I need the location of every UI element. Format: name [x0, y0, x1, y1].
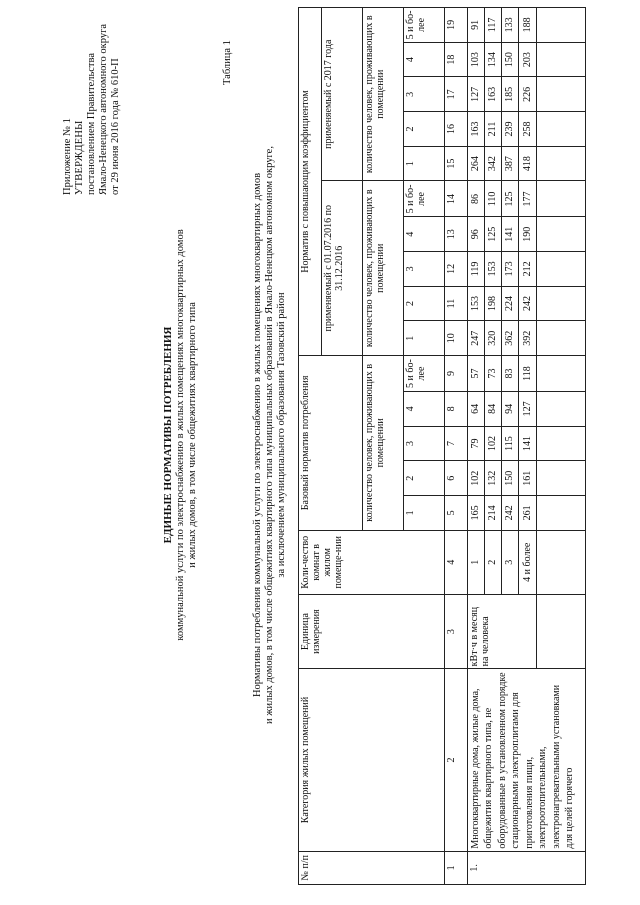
column-number: 2 [444, 669, 467, 851]
approval-line: постановлением Правительства [86, 52, 97, 195]
approval-block [62, 5, 122, 195]
value-cell: 185 [501, 77, 518, 112]
value-cell: 150 [501, 461, 518, 496]
column-number: 17 [444, 77, 467, 112]
value-cell: 418 [518, 146, 536, 181]
value-cell: 117 [484, 8, 501, 43]
column-number: 9 [444, 356, 467, 392]
value-cell: 387 [501, 146, 518, 181]
value-cell: 73 [484, 356, 501, 392]
value-cell: 125 [484, 217, 501, 252]
value-cell: 115 [501, 426, 518, 461]
value-cell: 96 [467, 217, 484, 252]
value-cell: 94 [501, 392, 518, 427]
people-count-header: 5 и бо-лее [403, 181, 444, 217]
header-increased-norm: Норматив с повышающим коэффициентом [299, 8, 322, 356]
value-cell: 173 [501, 252, 518, 287]
value-cell: 79 [467, 426, 484, 461]
value-cell: 102 [484, 426, 501, 461]
column-number: 7 [444, 426, 467, 461]
empty-cell [536, 112, 585, 147]
people-count-header: 3 [403, 252, 444, 287]
value-cell: 119 [467, 252, 484, 287]
intro-line: за исключением муниципального образования Тазовский район [276, 292, 287, 578]
empty-cell [536, 530, 585, 594]
header-base-norm: Базовый норматив потребления [299, 356, 363, 531]
empty-cell [536, 426, 585, 461]
value-cell: 362 [501, 321, 518, 356]
document-title: ЕДИНЫЕ НОРМАТИВЫ ПОТРЕБЛЕНИЯ [162, 326, 174, 544]
header-unit: Единица измерения [299, 594, 445, 668]
rooms-cell: 4 и более [518, 530, 536, 594]
people-count-header: 4 [403, 392, 444, 427]
value-cell: 102 [467, 461, 484, 496]
value-cell: 110 [484, 181, 501, 217]
value-cell: 163 [467, 112, 484, 147]
empty-cell [536, 181, 585, 217]
empty-cell [536, 146, 585, 181]
column-number: 11 [444, 286, 467, 321]
column-number: 13 [444, 217, 467, 252]
column-number: 8 [444, 392, 467, 427]
value-cell: 190 [518, 217, 536, 252]
value-cell: 261 [518, 496, 536, 531]
intro-line: и жилых домов, в том числе общежитиях квартирного типа муниципальных образований в Ямало-Ненецком автономном округе, [264, 146, 275, 724]
value-cell: 177 [518, 181, 536, 217]
column-number: 5 [444, 496, 467, 531]
intro-line: Нормативы потребления коммунальной услуги по электроснабжению в жилых помещениях многоквартирных домов [252, 172, 263, 698]
rooms-cell: 3 [501, 530, 518, 594]
value-cell: 91 [467, 8, 484, 43]
subtitle-line: коммунальной услуги по электроснабжению в жилых помещениях многоквартирных домов [175, 229, 186, 641]
value-cell: 188 [518, 8, 536, 43]
empty-cell [536, 217, 585, 252]
value-cell: 118 [518, 356, 536, 392]
value-cell: 125 [501, 181, 518, 217]
approval-line: от 29 июня 2016 года № 610-П [110, 58, 121, 195]
people-count-header: 2 [403, 461, 444, 496]
table-row [467, 8, 484, 885]
value-cell: 83 [501, 356, 518, 392]
people-count-header: 5 и бо-лее [403, 8, 444, 43]
column-number: 14 [444, 181, 467, 217]
empty-cell [536, 321, 585, 356]
value-cell: 127 [467, 77, 484, 112]
rooms-cell: 1 [467, 530, 484, 594]
value-cell: 161 [518, 461, 536, 496]
header-people-2017: количество человек, проживающих в помещении [362, 8, 403, 181]
value-cell: 242 [518, 286, 536, 321]
column-number-row [444, 8, 467, 885]
value-cell: 198 [484, 286, 501, 321]
table-label: Таблица 1 [222, 40, 233, 85]
column-number: 4 [444, 530, 467, 594]
rooms-cell: 2 [484, 530, 501, 594]
empty-cell [536, 42, 585, 77]
value-cell: 239 [501, 112, 518, 147]
value-cell: 163 [484, 77, 501, 112]
column-number: 3 [444, 594, 467, 668]
column-number: 12 [444, 252, 467, 287]
value-cell: 320 [484, 321, 501, 356]
people-count-header: 1 [403, 321, 444, 356]
column-number: 1 [444, 851, 467, 884]
value-cell: 212 [518, 252, 536, 287]
value-cell: 153 [484, 252, 501, 287]
value-cell: 132 [484, 461, 501, 496]
people-count-header: 3 [403, 77, 444, 112]
value-cell: 64 [467, 392, 484, 427]
column-number: 19 [444, 8, 467, 43]
header-people-base: количество человек, проживающих в помещении [362, 356, 403, 531]
approval-line: Ямало-Ненецкого автономного округа [98, 23, 109, 195]
value-cell: 247 [467, 321, 484, 356]
value-cell: 203 [518, 42, 536, 77]
people-count-header: 2 [403, 112, 444, 147]
column-number: 16 [444, 112, 467, 147]
people-count-header: 1 [403, 146, 444, 181]
people-count-header: 3 [403, 426, 444, 461]
approval-line: Приложение № 1 [62, 118, 73, 195]
value-cell: 134 [484, 42, 501, 77]
empty-cell [536, 461, 585, 496]
column-number: 18 [444, 42, 467, 77]
value-cell: 224 [501, 286, 518, 321]
header-people-2016: количество человек, проживающих в помещении [362, 181, 403, 356]
value-cell: 264 [467, 146, 484, 181]
value-cell: 141 [501, 217, 518, 252]
category-cell: Многоквартирные дома, жилые дома, общежития квартирного типа, не оборудованные в установленном порядке стационарными электроплитами для приготовления пищи, электроотопительными, электронагревательными установками для целей горячего [467, 669, 585, 851]
value-cell: 103 [467, 42, 484, 77]
header-num: № п/п [299, 851, 445, 884]
people-count-header: 1 [403, 496, 444, 531]
value-cell: 57 [467, 356, 484, 392]
intro-paragraph [252, 75, 288, 795]
header-period-2016: применяемый с 01.07.2016 по 31.12.2016 [321, 181, 362, 356]
unit-cell: кВт·ч в месяц на человека [467, 594, 536, 668]
value-cell: 214 [484, 496, 501, 531]
people-count-header: 2 [403, 286, 444, 321]
approval-line: УТВЕРЖДЕНЫ [74, 120, 85, 195]
value-cell: 342 [484, 146, 501, 181]
empty-cell [536, 8, 585, 43]
value-cell: 86 [467, 181, 484, 217]
empty-cell [536, 252, 585, 287]
value-cell: 242 [501, 496, 518, 531]
column-number: 15 [444, 146, 467, 181]
empty-cell [536, 356, 585, 392]
value-cell: 127 [518, 392, 536, 427]
people-count-header: 4 [403, 217, 444, 252]
column-number: 10 [444, 321, 467, 356]
unit-cell-empty [536, 594, 585, 668]
header-category: Категория жилых помещений [299, 669, 445, 851]
header-rooms: Коли-чество комнат в жилом помеще-нии [299, 530, 445, 594]
value-cell: 141 [518, 426, 536, 461]
value-cell: 153 [467, 286, 484, 321]
empty-cell [536, 286, 585, 321]
header-period-2017: применяемый с 2017 года [321, 8, 362, 181]
empty-cell [536, 496, 585, 531]
value-cell: 84 [484, 392, 501, 427]
subtitle-line: и жилых домов, в том числе общежитиях квартирного типа [187, 302, 198, 568]
people-count-header: 5 и бо-лее [403, 356, 444, 392]
people-count-header: 4 [403, 42, 444, 77]
value-cell: 226 [518, 77, 536, 112]
value-cell: 165 [467, 496, 484, 531]
value-cell: 258 [518, 112, 536, 147]
column-number: 6 [444, 461, 467, 496]
document-subtitle [175, 85, 199, 785]
row-number: 1. [467, 851, 585, 884]
empty-cell [536, 392, 585, 427]
table-body [467, 8, 585, 885]
empty-cell [536, 77, 585, 112]
norms-table [298, 7, 586, 885]
value-cell: 133 [501, 8, 518, 43]
value-cell: 150 [501, 42, 518, 77]
value-cell: 392 [518, 321, 536, 356]
value-cell: 211 [484, 112, 501, 147]
